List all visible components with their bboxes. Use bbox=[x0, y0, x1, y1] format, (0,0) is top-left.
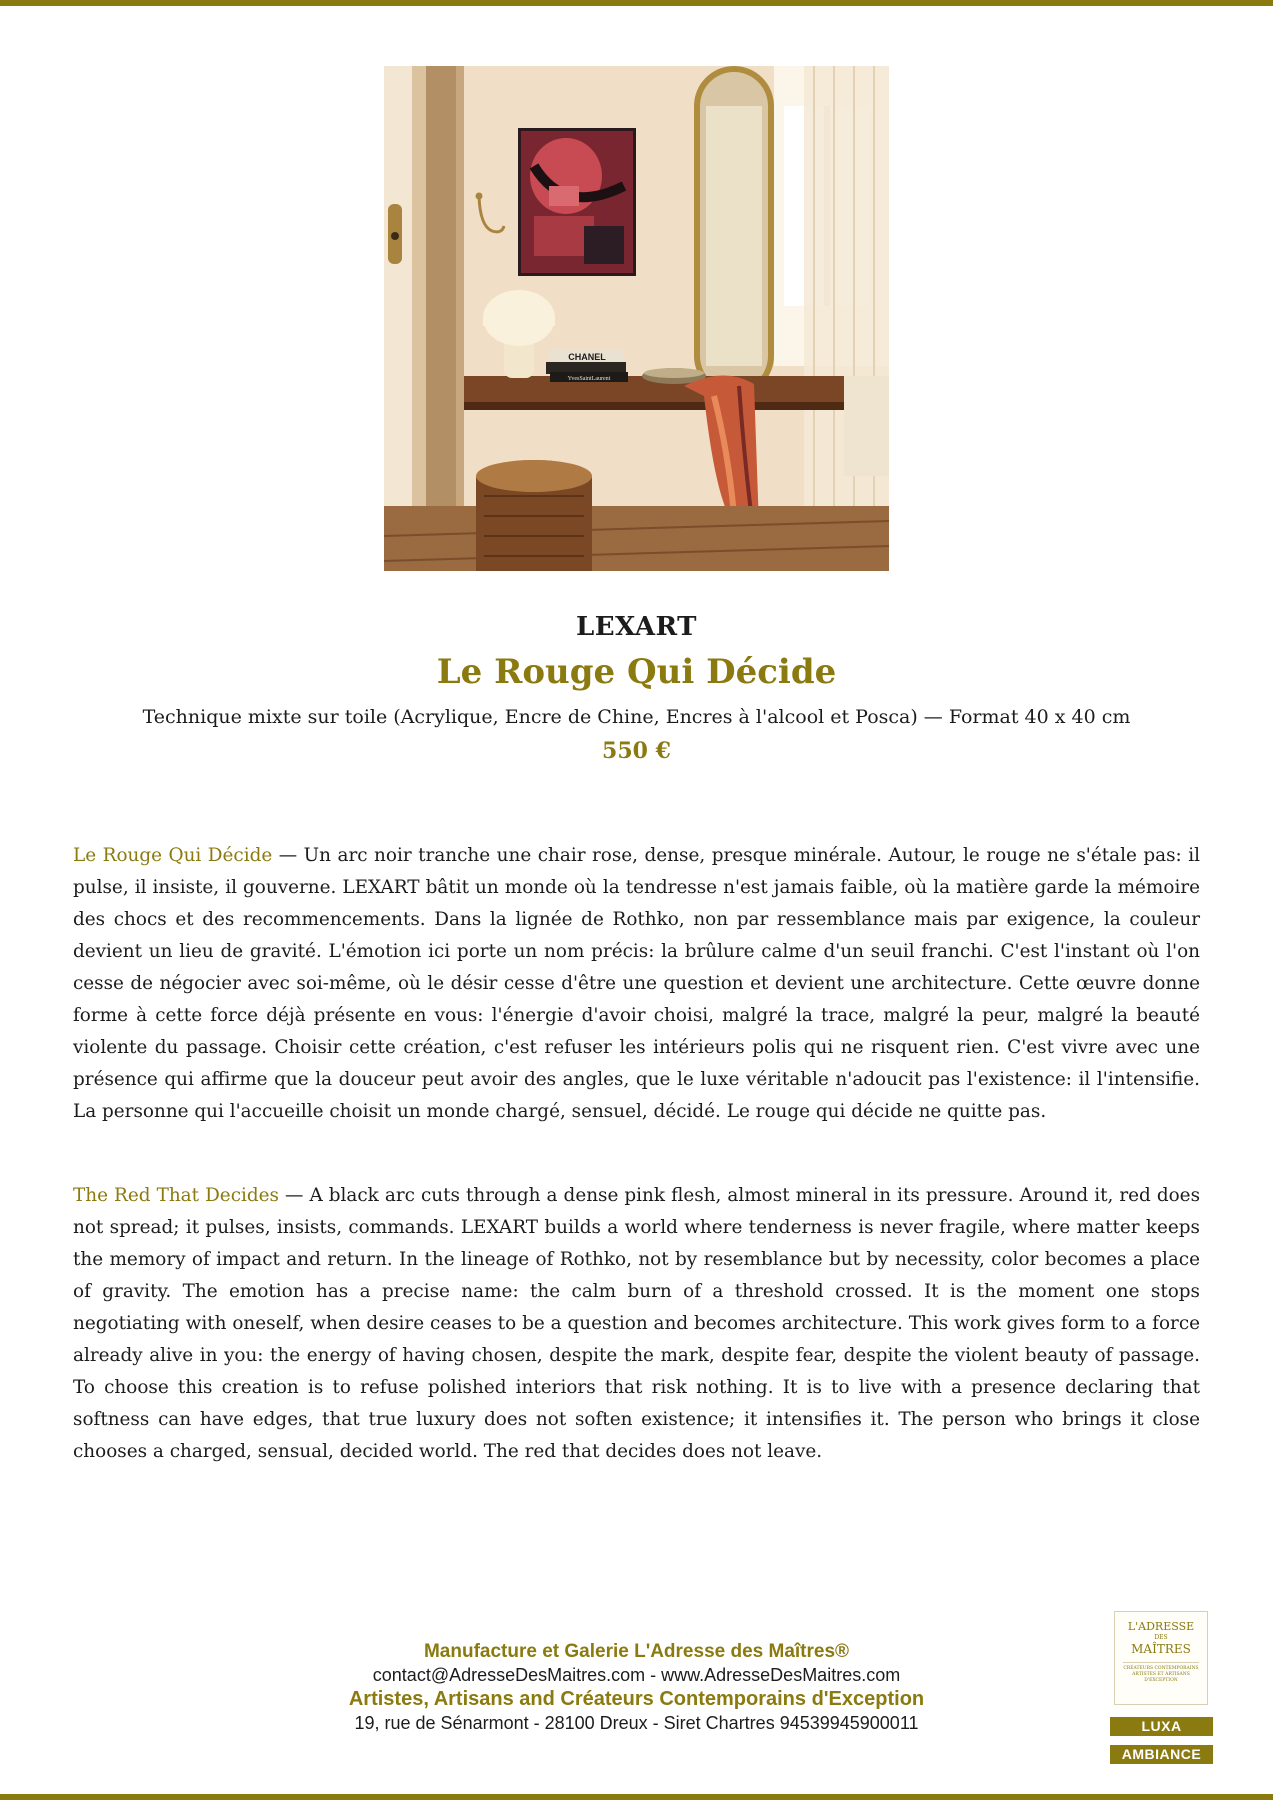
logo-line-3: MAÎTRES bbox=[1131, 1642, 1191, 1656]
artwork-title: Le Rouge Qui Décide bbox=[436, 652, 837, 692]
artwork-price: 550 € bbox=[602, 738, 671, 764]
bottom-rule bbox=[0, 1794, 1273, 1800]
artwork-technique: Technique mixte sur toile (Acrylique, Encre de Chine, Encres à l'alcool et Posca) — Format 40 x 40 cm bbox=[142, 706, 1131, 728]
description-english-lead: The Red That Decides bbox=[73, 1185, 279, 1206]
footer bbox=[0, 1640, 1273, 1735]
footer-contact: contact@AdresseDesMaitres.com - www.AdresseDesMaitres.com bbox=[372, 1665, 901, 1685]
footer-address: 19, rue de Sénarmont - 28100 Dreux - Siret Chartres 94539945900011 bbox=[354, 1713, 919, 1733]
book-label-1: CHANEL bbox=[568, 352, 606, 362]
logo-line-1: L'ADRESSE bbox=[1127, 1620, 1195, 1633]
footer-tagline: Artistes, Artisans and Créateurs Contemporains d'Exception bbox=[348, 1688, 925, 1710]
interior-scene-illustration bbox=[384, 66, 889, 571]
badge-luxa: LUXA bbox=[1110, 1717, 1213, 1736]
artwork-photo bbox=[384, 66, 889, 571]
description-english bbox=[73, 1180, 1200, 1468]
badge-ambiance: AMBIANCE bbox=[1110, 1745, 1213, 1764]
description-french bbox=[73, 840, 1200, 1128]
artist-name: LEXART bbox=[575, 612, 697, 642]
top-rule bbox=[0, 0, 1273, 6]
footer-gallery-name: Manufacture et Galerie L'Adresse des Maîtres® bbox=[423, 1641, 850, 1662]
gallery-logo bbox=[1114, 1611, 1208, 1705]
book-label-2: YvesSaintLaurent bbox=[567, 376, 611, 382]
description-french-body: — Un arc noir tranche une chair rose, dense, presque minérale. Autour, le rouge ne s'étale pas: il pulse, il insiste, il gouverne. LEXART bâtit un monde où la tendresse n'est jamais faible, où la matière garde la mémoire des chocs et des recommencements. Dans la lignée de Rothko, non par ressemblance mais par exigence, la couleur devient un lieu de gravité. L'émotion ici porte un nom précis: la brûlure calme d'un seuil franchi. C'est l'instant où l'on cesse de négocier avec soi-même, où le désir cesse d'être une question et devient une architecture. Cette œuvre donne forme à cette force déjà présente en vous: l'énergie d'avoir choisi, malgré la trace, malgré la peur, malgré la beauté violente du passage. Choisir cette création, c'est refuser les intérieurs polis qui ne risquent rien. C'est vivre avec une présence qui affirme que la douceur peut avoir des angles, que le luxe véritable n'adoucit pas l'existence: il l'intensifie. La personne qui l'accueille choisit un monde chargé, sensuel, décidé. Le rouge qui décide ne quitte pas. bbox=[73, 845, 1200, 1122]
description-french-lead: Le Rouge Qui Décide bbox=[73, 845, 273, 866]
logo-line-4: CRÉATEURS CONTEMPORAINS ARTISTES ET ARTISANS D'EXCEPTION bbox=[1123, 1662, 1199, 1684]
logo-line-2: DES bbox=[1154, 1634, 1168, 1641]
description-english-body: — A black arc cuts through a dense pink flesh, almost mineral in its pressure. Around it, red does not spread; it pulses, insists, commands. LEXART builds a world where tenderness is never fragile, where matter keeps the memory of impact and return. In the lineage of Rothko, not by resemblance but by necessity, color becomes a place of gravity. The emotion has a precise name: the calm burn of a threshold crossed. It is the moment one stops negotiating with oneself, when desire ceases to be a question and becomes architecture. This work gives form to a force already alive in you: the energy of having chosen, despite the mark, despite fear, despite the violent beauty of passage. To choose this creation is to refuse polished interiors that risk nothing. It is to live with a presence declaring that softness can have edges, that true luxury does not soften existence; it intensifies it. The person who brings it close chooses a charged, sensual, decided world. The red that decides does not leave. bbox=[73, 1185, 1201, 1462]
